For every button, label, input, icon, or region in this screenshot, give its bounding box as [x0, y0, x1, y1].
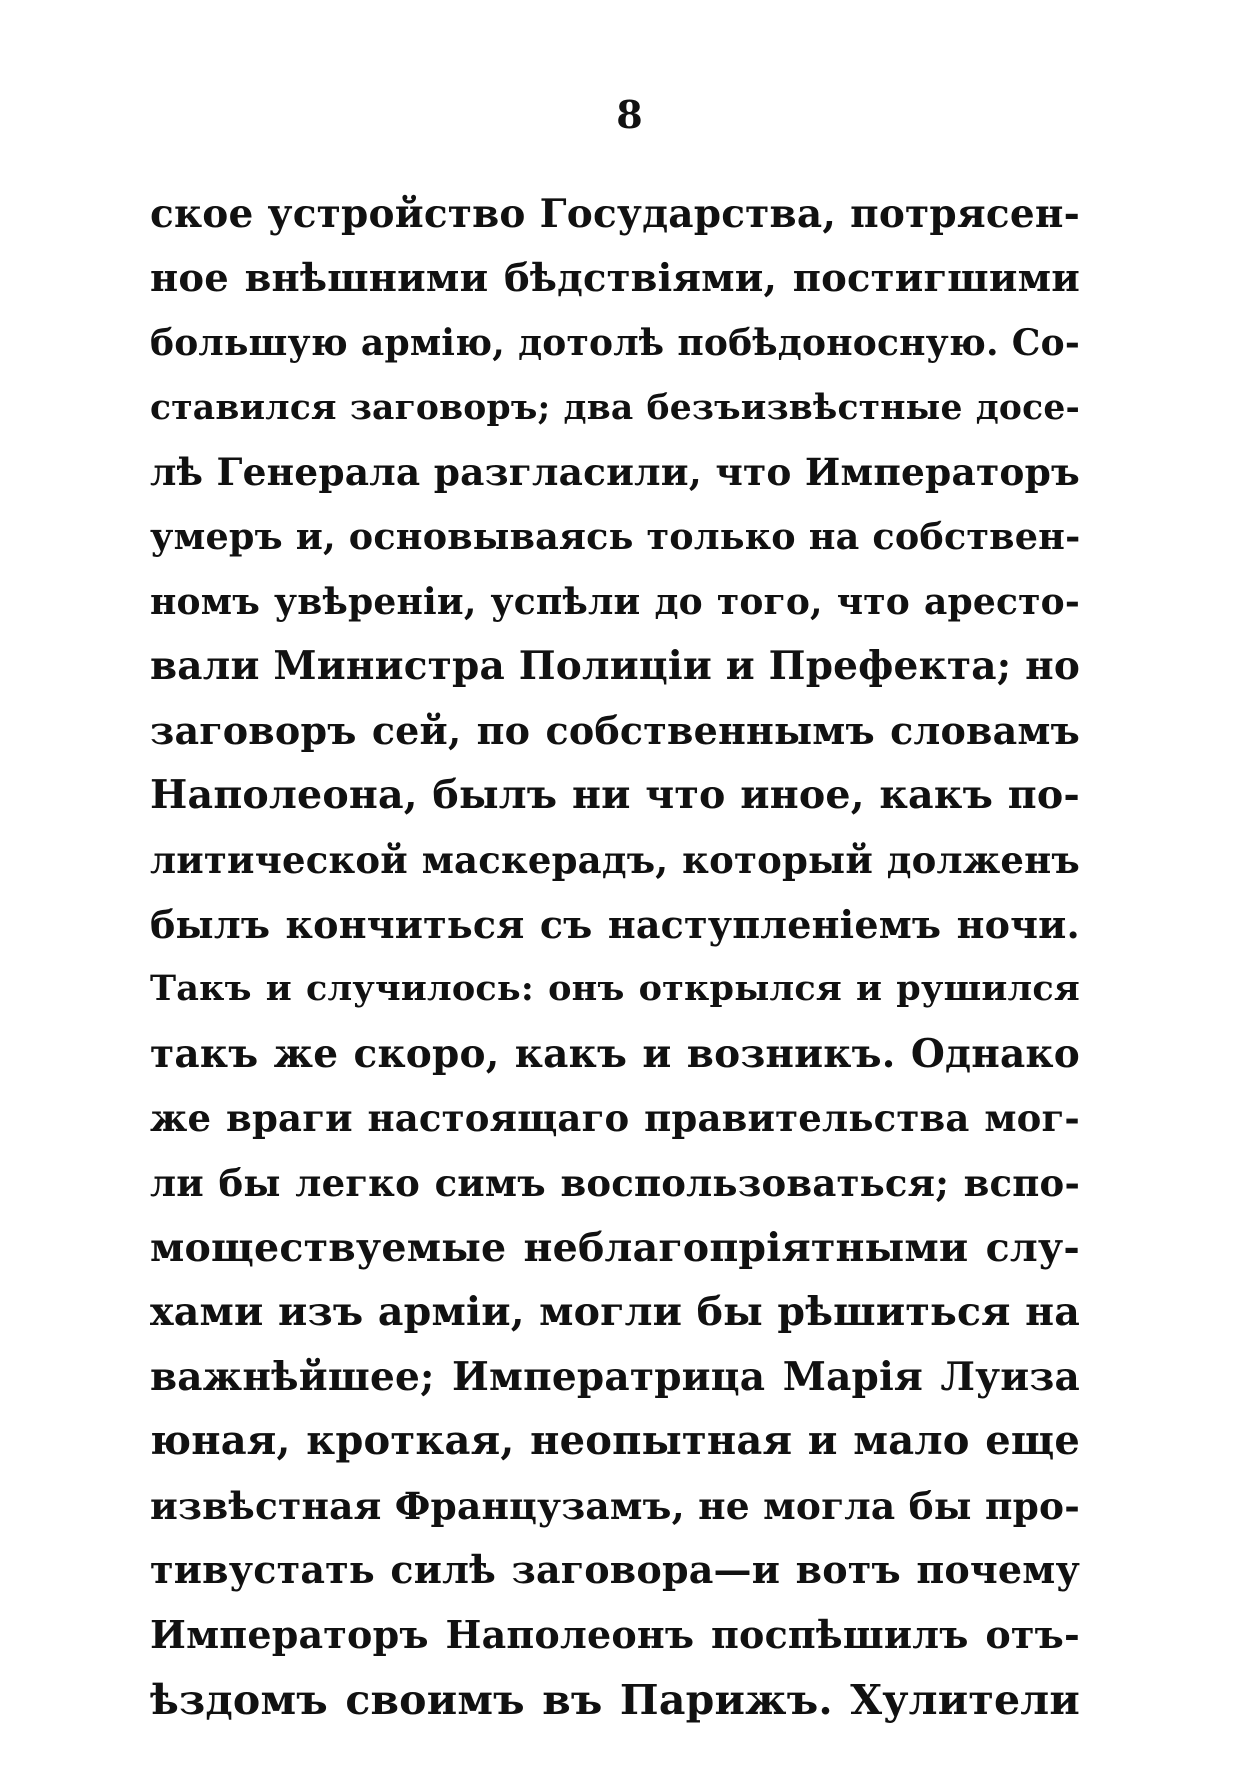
text-line: извѣстная Французамъ, не могла бы про- — [150, 1483, 1080, 1528]
text-line: умеръ и, основываясь только на собствен- — [150, 514, 1081, 558]
text-line: заговоръ сей, по собственнымъ словамъ — [150, 707, 1080, 753]
text-line: ное внѣшними бѣдствіями, постигшими — [150, 255, 1080, 301]
text-line: такъ же скоро, какъ и возникъ. Однако — [150, 1030, 1080, 1077]
text-line: ѣздомъ своимъ въ Парижъ. Хулители — [150, 1675, 1080, 1724]
text-line: литической маскерадъ, который долженъ — [150, 837, 1080, 882]
text-line: Такъ и случилось: онъ открылся и рушился — [150, 968, 1080, 1010]
text-line: ли бы легко симъ воспользоваться; вспо- — [150, 1160, 1080, 1205]
text-line: юная, кроткая, неопытная и мало еще — [150, 1417, 1080, 1465]
body-text — [150, 182, 1080, 1732]
text-line: моществуемые неблагопріятными слу- — [150, 1224, 1080, 1271]
text-line: ское устройство Государства, потрясен- — [150, 191, 1080, 237]
text-line: важнѣйшее; Императрица Марія Луиза — [150, 1353, 1080, 1400]
text-line: тивустать силѣ заговора—и вотъ почему — [150, 1547, 1080, 1593]
text-line: большую армію, дотолѣ побѣдоносную. Со- — [150, 322, 1080, 365]
text-line: же враги настоящаго правительства мог- — [150, 1096, 1080, 1141]
text-line: вали Министра Полиціи и Префекта; но — [150, 643, 1081, 690]
text-line: ставился заговоръ; два безъизвѣстные досе- — [150, 387, 1080, 428]
text-line: былъ кончиться съ наступленіемъ ночи. — [150, 901, 1080, 947]
text-line: Императоръ Наполеонъ поспѣшилъ отъ- — [150, 1612, 1080, 1658]
text-line: Наполеона, былъ ни что иное, какъ по- — [150, 772, 1080, 819]
text-line: хами изъ арміи, могли бы рѣшиться на — [150, 1289, 1080, 1336]
page-number: 8 — [616, 92, 643, 137]
text-line: лѣ Генерала разгласили, что Императоръ — [150, 450, 1080, 495]
text-line: номъ увѣреніи, успѣли до того, что аресто- — [150, 580, 1080, 623]
